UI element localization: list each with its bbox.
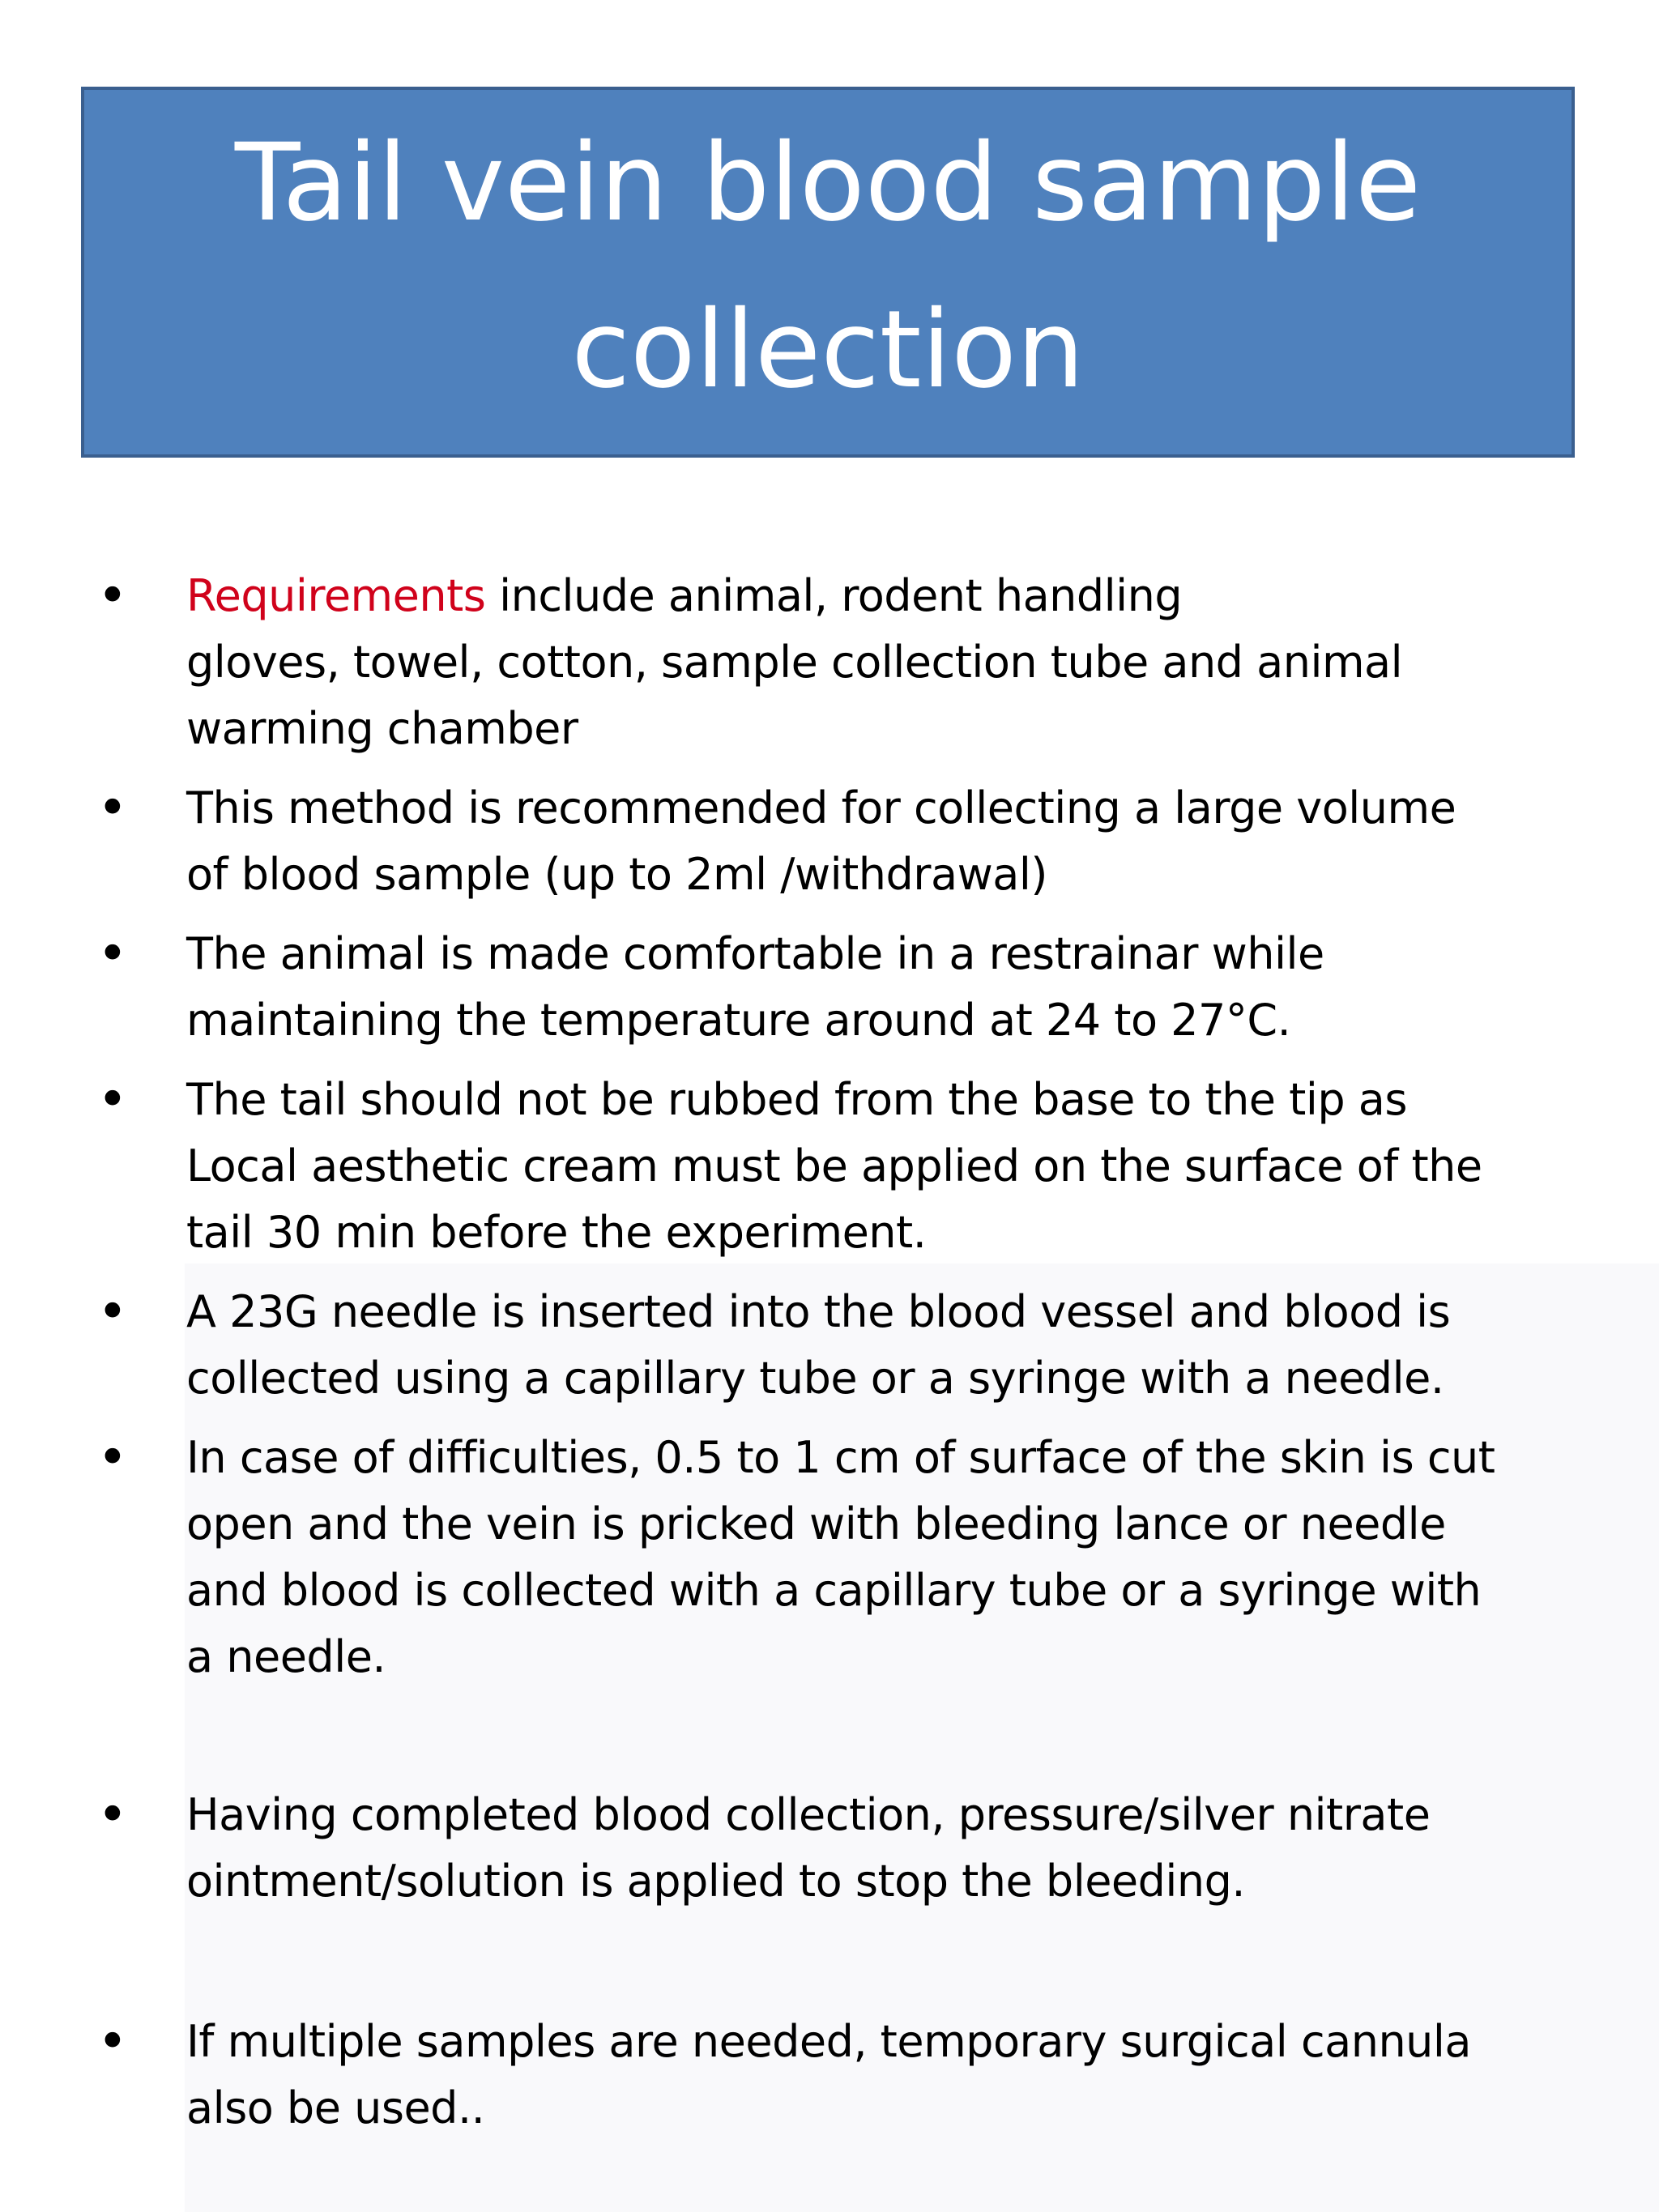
list-item: If multiple samples are needed, temporary surgical cannula also be used..: [186, 2016, 1471, 2133]
bullet-icon: •: [97, 778, 128, 838]
bullet-icon: •: [97, 1070, 128, 1130]
page-title: Tail vein blood sample collection: [234, 121, 1422, 412]
list-item: This method is recommended for collecting a large volume of blood sample (up to 2ml /withdrawal): [186, 782, 1456, 900]
list-item: Having completed blood collection, pressure/silver nitrate ointment/solution is applied to stop the bleeding.: [186, 1789, 1431, 1907]
bullet-icon: •: [97, 924, 128, 984]
bullet-icon: •: [97, 1785, 128, 1845]
title-banner: [81, 87, 1575, 458]
bullet-icon: •: [97, 566, 128, 626]
list-item: The tail should not be rubbed from the base to the tip as Local aesthetic cream must be applied on the surface of the tail 30 min before the experiment.: [186, 1074, 1482, 1258]
bullet-icon: •: [97, 1428, 128, 1488]
bullet-icon: •: [97, 2012, 128, 2072]
list-item: [186, 563, 1547, 762]
bullet-icon: •: [97, 1282, 128, 1342]
requirements-highlight: Requirements: [186, 570, 486, 621]
list-item: In case of difficulties, 0.5 to 1 cm of surface of the skin is cut open and the vein is pricked with bleeding lance or needle and blood is collected with a capillary tube or a syringe with a needle.: [186, 1432, 1495, 1682]
list-item-text: include animal, rodent handling gloves, towel, cotton, sample collection tube and animal warming chamber: [186, 570, 1403, 754]
list-item: A 23G needle is inserted into the blood vessel and blood is collected using a capillary tube or a syringe with a needle.: [186, 1286, 1451, 1404]
list-item: The animal is made comfortable in a restrainar while maintaining the temperature around at 24 to 27°C.: [186, 928, 1324, 1046]
